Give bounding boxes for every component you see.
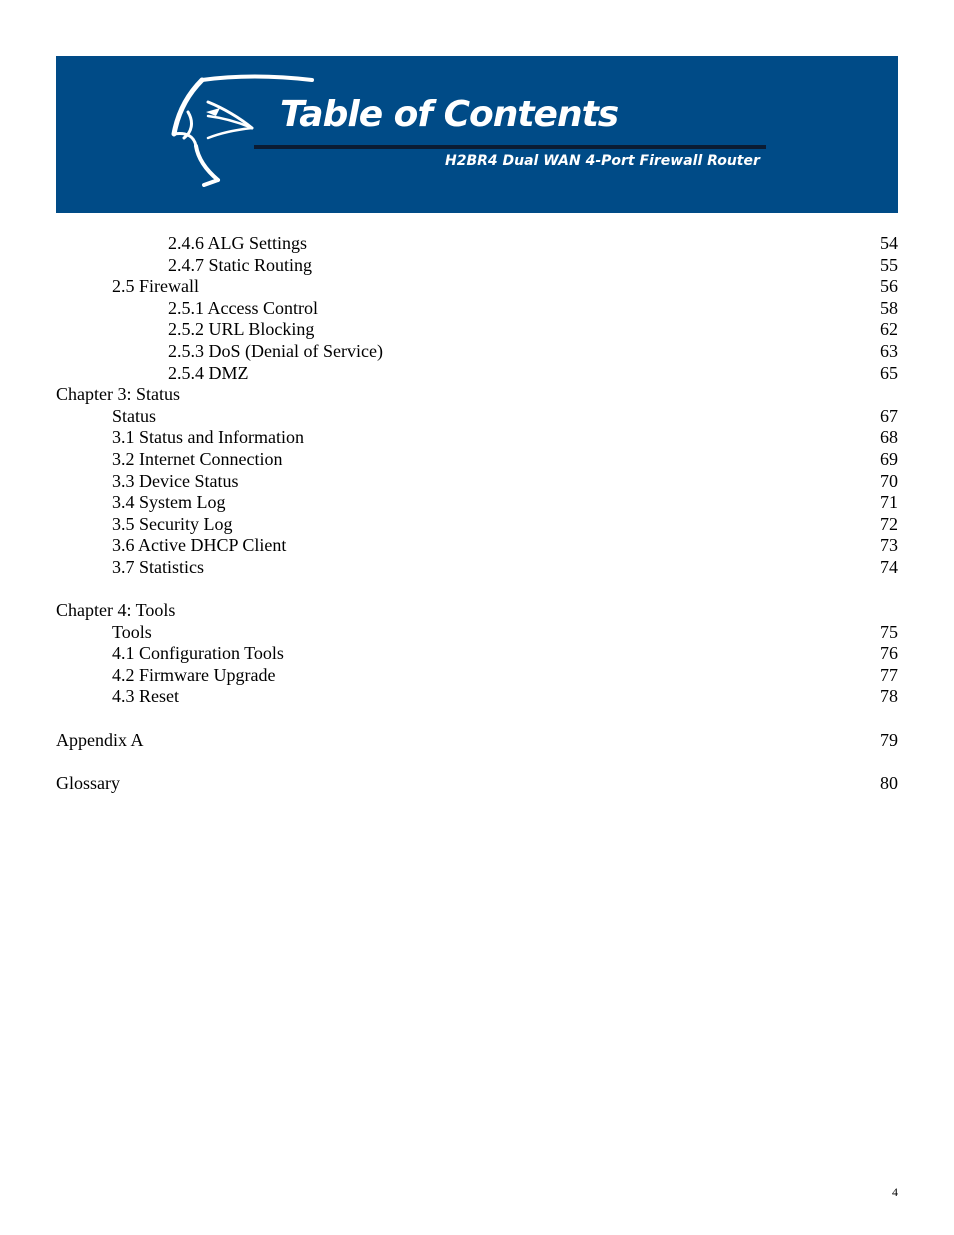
toc-entry[interactable] — [56, 730, 898, 752]
toc-entry-page: 63 — [880, 340, 898, 361]
toc-entry[interactable] — [56, 665, 898, 687]
toc-entry-title: 3.7 Statistics — [112, 556, 205, 577]
banner-divider — [254, 145, 766, 149]
banner-title: Table of Contents — [280, 94, 619, 135]
toc-entry[interactable] — [56, 319, 898, 341]
toc-entry-page: 76 — [880, 643, 898, 664]
toc-entry[interactable] — [56, 363, 898, 385]
toc-entry-title: 3.6 Active DHCP Client — [112, 535, 287, 556]
toc-entry-title: 3.5 Security Log — [112, 513, 233, 534]
toc-entry-title: 2.5.4 DMZ — [168, 362, 249, 383]
toc-entry[interactable] — [56, 492, 898, 514]
toc-entry-page: 58 — [880, 297, 898, 318]
table-of-contents — [56, 233, 898, 794]
toc-entry-title: 2.4.7 Static Routing — [168, 254, 312, 275]
toc-entry-title: Appendix A — [56, 729, 144, 750]
toc-spacer — [56, 579, 898, 601]
toc-entry[interactable] — [56, 341, 898, 363]
toc-entry[interactable] — [56, 384, 898, 406]
toc-entry-title: 3.1 Status and Information — [112, 427, 304, 448]
toc-entry[interactable] — [56, 643, 898, 665]
toc-entry-title: 2.4.6 ALG Settings — [168, 233, 308, 253]
toc-entry-page: 77 — [880, 664, 898, 685]
toc-entry-page: 73 — [880, 535, 898, 556]
page-number: 4 — [892, 1185, 898, 1199]
toc-entry[interactable] — [56, 471, 898, 493]
toc-entry-page: 78 — [880, 686, 898, 707]
toc-entry-title: 2.5 Firewall — [112, 276, 199, 297]
toc-entry[interactable] — [56, 557, 898, 579]
toc-entry[interactable] — [56, 233, 898, 255]
toc-entry-title: Chapter 4: Tools — [56, 600, 176, 621]
toc-entry-title: Chapter 3: Status — [56, 384, 180, 405]
toc-entry-title: Status — [112, 405, 157, 426]
toc-entry-page: 69 — [880, 448, 898, 469]
toc-entry-title: 3.2 Internet Connection — [112, 448, 283, 469]
toc-entry[interactable] — [56, 535, 898, 557]
toc-entry-page: 55 — [880, 254, 898, 275]
toc-entry-page: 54 — [880, 233, 898, 253]
toc-entry[interactable] — [56, 427, 898, 449]
toc-entry-page: 62 — [880, 319, 898, 340]
toc-entry-page: 80 — [880, 772, 898, 793]
toc-entry-title: Tools — [112, 621, 152, 642]
toc-entry[interactable] — [56, 276, 898, 298]
header-banner — [56, 56, 898, 213]
toc-entry-title: 3.4 System Log — [112, 492, 226, 513]
toc-entry-title: 2.5.2 URL Blocking — [168, 319, 315, 340]
toc-spacer — [56, 708, 898, 730]
toc-entry-page: 65 — [880, 362, 898, 383]
toc-entry-title: Glossary — [56, 772, 120, 793]
toc-entry[interactable] — [56, 255, 898, 277]
toc-entry[interactable] — [56, 298, 898, 320]
toc-entry-title: 3.3 Device Status — [112, 470, 239, 491]
toc-entry-title: 2.5.1 Access Control — [168, 297, 318, 318]
toc-entry[interactable] — [56, 686, 898, 708]
toc-entry-page: 70 — [880, 470, 898, 491]
toc-entry[interactable] — [56, 406, 898, 428]
toc-entry[interactable] — [56, 773, 898, 795]
toc-entry-page: 67 — [880, 405, 898, 426]
toc-entry-page: 74 — [880, 556, 898, 577]
toc-entry[interactable] — [56, 622, 898, 644]
toc-entry-title: 4.2 Firmware Upgrade — [112, 664, 276, 685]
toc-entry-page: 56 — [880, 276, 898, 297]
toc-entry-page: 75 — [880, 621, 898, 642]
toc-entry-page: 79 — [880, 729, 898, 750]
toc-spacer — [56, 751, 898, 773]
toc-entry[interactable] — [56, 514, 898, 536]
toc-entry-page: 71 — [880, 492, 898, 513]
toc-entry-title: 4.3 Reset — [112, 686, 179, 707]
toc-entry-title: 4.1 Configuration Tools — [112, 643, 284, 664]
toc-entry-page: 68 — [880, 427, 898, 448]
toc-entry-page: 72 — [880, 513, 898, 534]
toc-entry[interactable] — [56, 600, 898, 622]
toc-entry[interactable] — [56, 449, 898, 471]
toc-entry-title: 2.5.3 DoS (Denial of Service) — [168, 340, 383, 361]
banner-subtitle: H2BR4 Dual WAN 4-Port Firewall Router — [445, 153, 760, 169]
